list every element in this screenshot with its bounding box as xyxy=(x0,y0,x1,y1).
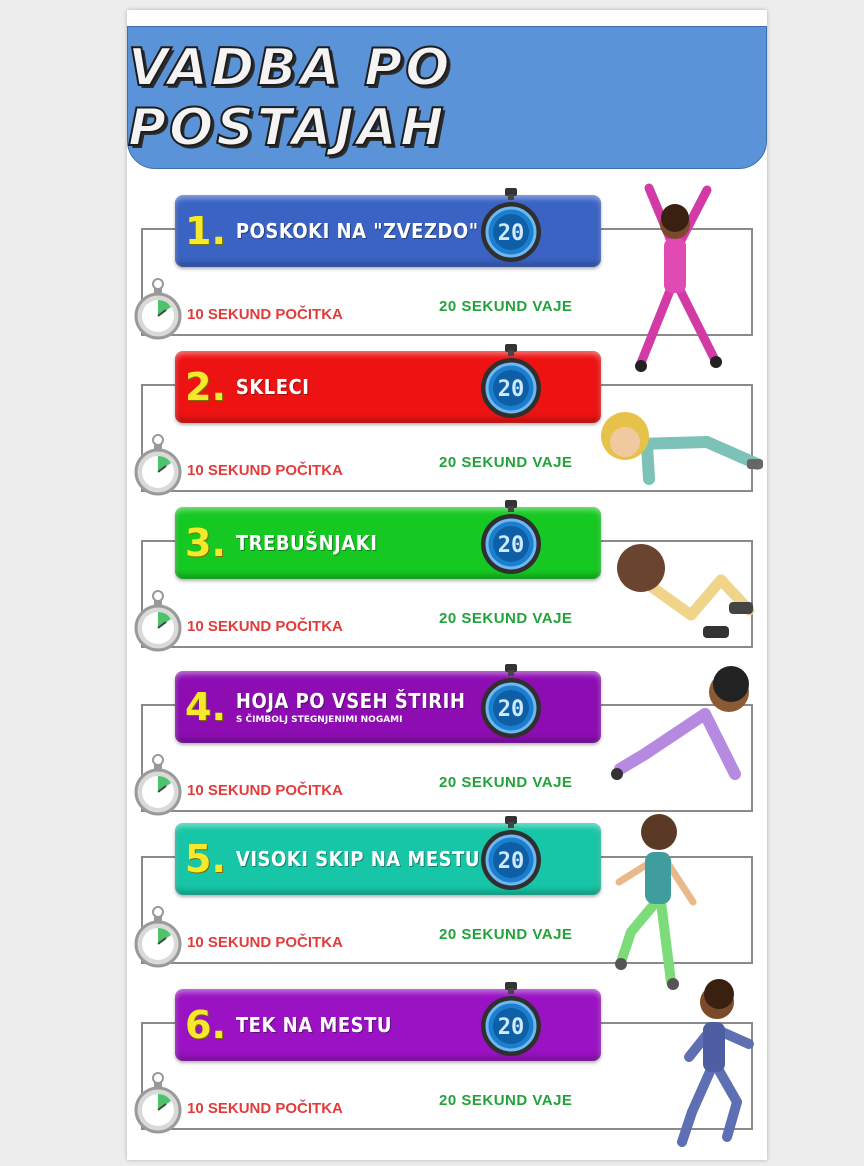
station-number: 3. xyxy=(185,521,226,565)
sit-up-figure xyxy=(611,530,761,650)
station-number: 1. xyxy=(185,209,226,253)
stopwatch-icon xyxy=(133,1070,183,1136)
poster-title: VADBA PO POSTAJAH xyxy=(128,37,453,158)
stopwatch-icon xyxy=(133,904,183,970)
timer-value: 20 xyxy=(497,1015,525,1040)
station-6 xyxy=(127,982,767,1142)
stopwatch-icon xyxy=(133,276,183,342)
station-number: 6. xyxy=(185,1003,226,1047)
exercise-name: VISOKI SKIP NA MESTU xyxy=(235,847,480,871)
exercise-subtitle: S ČIMBOLJ STEGNJENIMI NOGAMI xyxy=(235,715,403,725)
timer-value: 20 xyxy=(497,533,525,558)
stopwatch-20-icon xyxy=(479,816,543,894)
stopwatch-20-icon xyxy=(479,500,543,578)
rest-label: 10 SEKUND POČITKA xyxy=(187,782,343,799)
timer-value: 20 xyxy=(497,377,525,402)
stopwatch-20-icon xyxy=(479,188,543,266)
work-label: 20 SEKUND VAJE xyxy=(439,610,573,627)
stopwatch-20-icon xyxy=(479,982,543,1060)
exercise-name: SKLECI xyxy=(235,375,310,399)
timer-value: 20 xyxy=(497,221,525,246)
work-label: 20 SEKUND VAJE xyxy=(439,454,573,471)
station-5 xyxy=(127,816,767,976)
running-figure xyxy=(667,972,763,1152)
stopwatch-icon xyxy=(133,752,183,818)
station-3 xyxy=(127,500,767,660)
exercise-name: HOJA PO VSEH ŠTIRIH xyxy=(235,689,466,713)
push-up-figure xyxy=(597,404,767,494)
work-label: 20 SEKUND VAJE xyxy=(439,298,573,315)
exercise-name: TEK NA MESTU xyxy=(235,1013,392,1037)
stopwatch-icon xyxy=(133,432,183,498)
timer-value: 20 xyxy=(497,849,525,874)
rest-label: 10 SEKUND POČITKA xyxy=(187,618,343,635)
exercise-poster xyxy=(127,10,767,1160)
rest-label: 10 SEKUND POČITKA xyxy=(187,1100,343,1117)
timer-value: 20 xyxy=(497,697,525,722)
bear-walk-figure xyxy=(605,664,765,794)
high-knees-figure xyxy=(601,792,711,992)
exercise-name: TREBUŠNJAKI xyxy=(235,531,378,555)
work-label: 20 SEKUND VAJE xyxy=(439,1092,573,1109)
poster-header xyxy=(127,26,767,169)
stopwatch-20-icon xyxy=(479,344,543,422)
exercise-name: POSKOKI NA "ZVEZDO" xyxy=(235,219,479,243)
stopwatch-20-icon xyxy=(479,664,543,742)
work-label: 20 SEKUND VAJE xyxy=(439,774,573,791)
rest-label: 10 SEKUND POČITKA xyxy=(187,462,343,479)
station-number: 5. xyxy=(185,837,226,881)
rest-label: 10 SEKUND POČITKA xyxy=(187,934,343,951)
station-1 xyxy=(127,188,767,348)
station-number: 4. xyxy=(185,685,226,729)
station-2 xyxy=(127,344,767,504)
stopwatch-icon xyxy=(133,588,183,654)
rest-label: 10 SEKUND POČITKA xyxy=(187,306,343,323)
work-label: 20 SEKUND VAJE xyxy=(439,926,573,943)
station-number: 2. xyxy=(185,365,226,409)
